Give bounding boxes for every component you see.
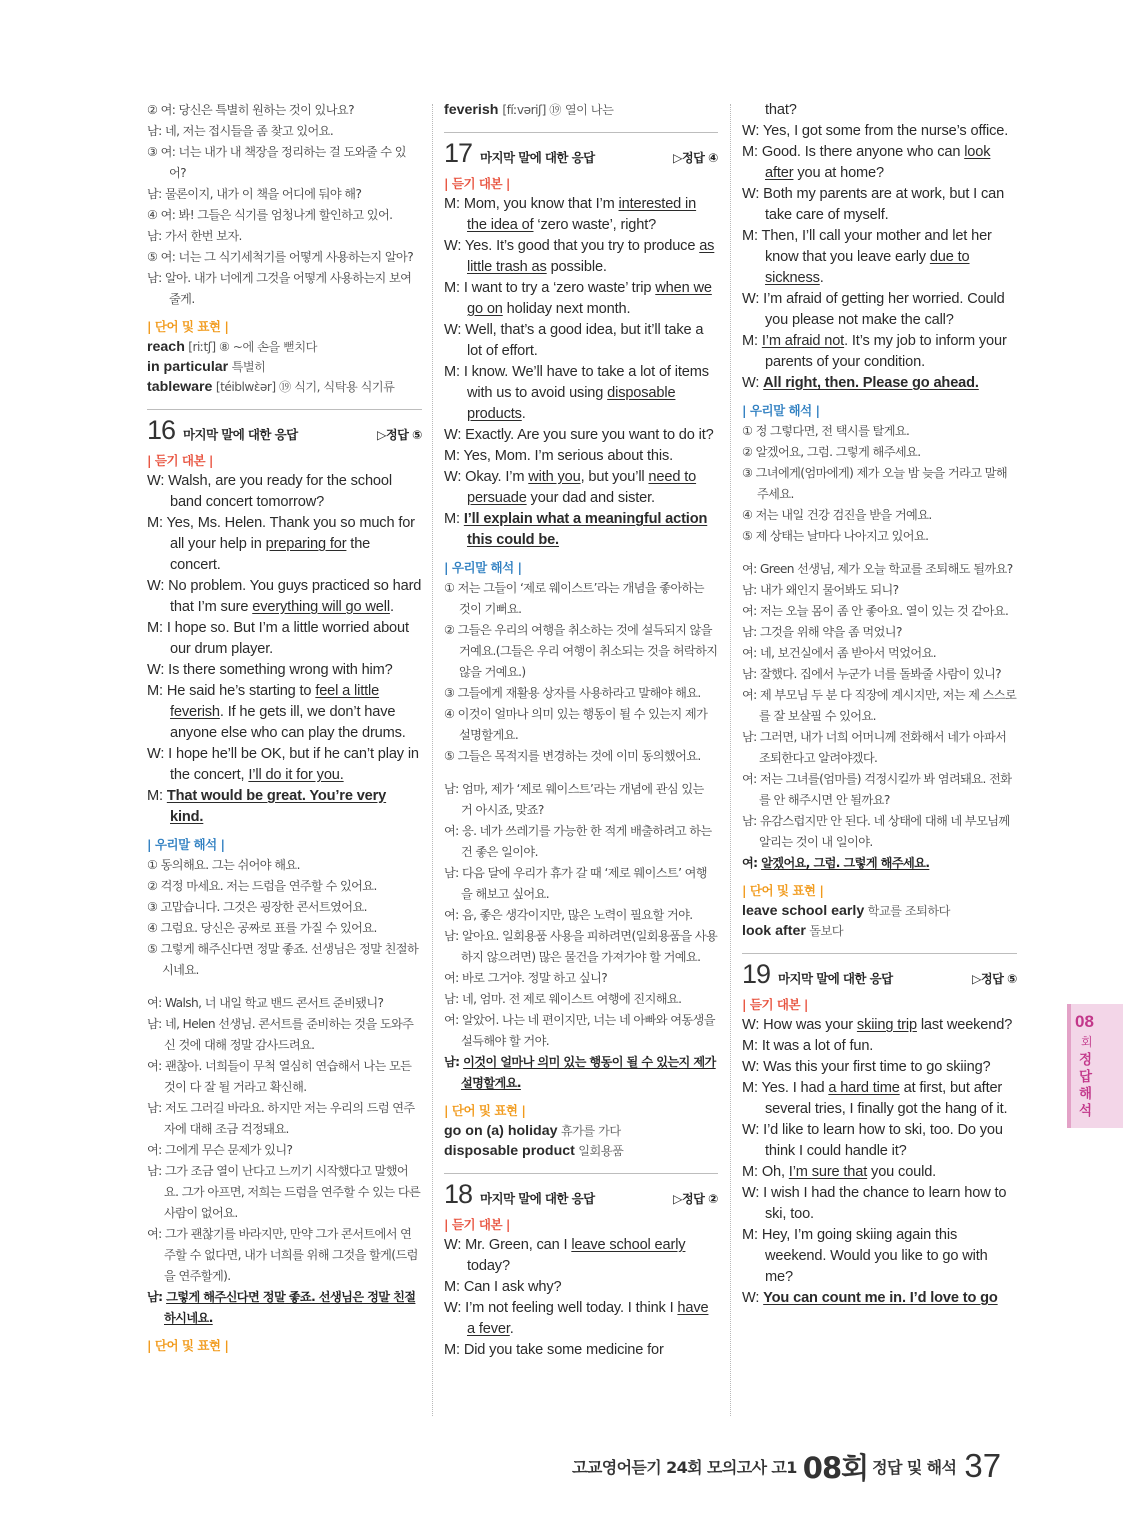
script-line: M: That would be great. You’re very kind. <box>147 788 387 825</box>
round-number: 08회 <box>802 1451 869 1485</box>
script-line: W: Is there something wrong with him? <box>147 662 393 678</box>
question-number: 17 <box>444 138 473 168</box>
dialogue-line: 남: 네, 엄마. 전 제로 웨이스트 여행에 진지해요. <box>444 992 682 1006</box>
dialogue-line: 남: 잘했다. 집에서 누군가 너를 돌봐줄 사람이 있니? <box>742 667 1002 681</box>
script-line: that? <box>765 102 797 118</box>
script-line: W: All right, then. Please go ahead. <box>742 375 979 391</box>
dialogue-line: 남: 그러면, 내가 너희 어머니께 전화해서 네가 아파서 조퇴한다고 알려야겠다. <box>742 730 1007 765</box>
script-line: W: Both my parents are at work, but I can take care of myself. <box>742 186 1005 223</box>
option-translation: ① 동의해요. 그는 쉬어야 해요. <box>147 858 300 872</box>
question-number: 19 <box>742 959 771 989</box>
script-line: M: Yes, Mom. I’m serious about this. <box>444 448 674 464</box>
dialogue-line: 남: 알아요. 일회용품 사용을 피하려면(일회용품을 사용하지 않으려면) 많은 물건을 가져가야 할 거예요. <box>444 929 718 964</box>
option-translation: ⑤ 그렇게 해주신다면 정말 좋죠. 선생님은 정말 친절하시네요. <box>147 942 419 977</box>
vocab-section-title: | 단어 및 표현 | <box>147 319 229 334</box>
dialogue-line: 남: 내가 왜인지 물어봐도 되니? <box>742 583 899 597</box>
dialogue-line: ② 여: 당신은 특별히 원하는 것이 있나요? <box>147 103 354 117</box>
section-side-tab <box>1067 1004 1123 1128</box>
dialogue-line: 여: 제 부모님 두 분 다 직장에 계시지만, 저는 제 스스로를 잘 보살필 수 있어요. <box>742 688 1017 723</box>
dialogue-line: 여: 저는 그녀를(엄마를) 걱정시킬까 봐 염려돼요. 전화를 안 해주시면 안 될까요? <box>742 772 1012 807</box>
script-line: W: Exactly. Are you sure you want to do it? <box>444 427 714 443</box>
column-right <box>742 100 1017 1309</box>
dialogue-line: 여: 저는 오늘 몸이 좀 안 좋아요. 열이 있는 것 같아요. <box>742 604 1009 618</box>
question-number: 16 <box>147 415 176 445</box>
dialogue-line: 여: 음, 좋은 생각이지만, 많은 노력이 필요할 거야. <box>444 908 693 922</box>
option-translation: ④ 저는 내일 건강 검진을 받을 거예요. <box>742 508 932 522</box>
q18-option-translations <box>742 421 1017 547</box>
script-line: W: Yes, I got some from the nurse’s office. <box>742 123 1009 139</box>
dialogue-line: ③ 여: 너는 내가 내 책장을 정리하는 걸 도와줄 수 있어? <box>147 145 406 180</box>
dialogue-line: 남: 알아. 내가 너에게 그것을 어떻게 사용하는지 보여줄게. <box>147 271 412 306</box>
script-line: M: I want to try a ‘zero waste’ trip when we go on holiday next month. <box>444 280 712 317</box>
script-line: M: Then, I’ll call your mother and let her know that you leave early due to sickness. <box>742 228 992 286</box>
vocab-list-15 <box>147 337 422 397</box>
vocab-item: in particular 특별히 <box>147 359 266 375</box>
vocab-item: look after 돌보다 <box>742 923 844 939</box>
vocab-list-18 <box>742 901 1017 941</box>
q17-script <box>444 194 718 551</box>
dialogue-line: 남: 엄마, 제가 ‘제로 웨이스트’라는 개념에 관심 있는 거 아시죠, 맞죠? <box>444 782 704 817</box>
script-line: W: No problem. You guys practiced so hard that I’m sure everything will go well. <box>147 578 422 615</box>
option-translation: ② 걱정 마세요. 저는 드럼을 연주할 수 있어요. <box>147 879 377 893</box>
dialogue-line: 여: Walsh, 너 내일 학교 밴드 콘서트 준비됐니? <box>147 996 384 1010</box>
question-type: 마지막 말에 대한 응답 <box>480 1191 595 1206</box>
script-line: M: Mom, you know that I’m interested in the idea of ‘zero waste’, right? <box>444 196 697 233</box>
q16-script <box>147 471 422 828</box>
script-line: M: I hope so. But I’m a little worried about our drum player. <box>147 620 409 657</box>
script-line: W: I hope he’ll be OK, but if he can’t play in the concert, I’ll do it for you. <box>147 746 419 783</box>
question-18-header <box>444 1173 718 1208</box>
script-line: W: Well, that’s a good idea, but it’ll take a lot of effort. <box>444 322 704 359</box>
question-17-header <box>444 132 718 167</box>
vocab-item: feverish [fíːvəriʃ] ⑲ 열이 나는 <box>444 102 614 118</box>
script-line: W: I wish I had the chance to learn how to ski, too. <box>742 1185 1007 1222</box>
script-section-title: | 듣기 대본 | <box>147 453 213 468</box>
script-line: M: Can I ask why? <box>444 1279 562 1295</box>
option-translation: ③ 그녀에게(엄마에게) 제가 오늘 밤 늦을 거라고 말해주세요. <box>742 466 1008 501</box>
script-line: M: Good. Is there anyone who can look after you at home? <box>742 144 991 181</box>
vocab-section-title: | 단어 및 표현 | <box>147 1338 229 1353</box>
option-translation: ④ 그럼요. 당신은 공짜로 표를 가질 수 있어요. <box>147 921 377 935</box>
dialogue-line: 여: 괜찮아. 너희들이 무척 열심히 연습해서 나는 모든 것이 다 잘 될 거라고 확신해. <box>147 1059 412 1094</box>
script-line: W: Okay. I’m with you, but you’ll need to persuade your dad and sister. <box>444 469 697 506</box>
dialogue-line: 여: 그가 괜찮기를 바라지만, 만약 그가 콘서트에서 연주할 수 없다면, 내가 너희를 위해 그것을 할게(드럼을 연주할게). <box>147 1227 418 1283</box>
footer-label: 정답 및 해석 <box>872 1458 957 1477</box>
vocab-section-title: | 단어 및 표현 | <box>742 883 824 898</box>
dialogue-line: 남: 물론이지, 내가 이 책을 어디에 둬야 해? <box>147 187 362 201</box>
dialogue-line: 남: 네, Helen 선생님. 콘서트를 준비하는 것을 도와주신 것에 대해 정말 감사드려요. <box>147 1017 414 1052</box>
option-translation: ③ 그들에게 재활용 상자를 사용하라고 말해야 해요. <box>444 686 701 700</box>
vocab-item: tableware [téiblwɛ̀ər] ⑲ 식기, 식탁용 식기류 <box>147 379 395 395</box>
script-line: W: Yes. It’s good that you try to produce as little trash as possible. <box>444 238 715 275</box>
script-line: W: How was your skiing trip last weekend? <box>742 1017 1013 1033</box>
side-tab-unit: 회 <box>1081 1035 1093 1049</box>
vocab-list-17 <box>444 1121 718 1161</box>
column-left <box>147 100 422 1356</box>
vocab-item: leave school early 학교를 조퇴하다 <box>742 903 950 919</box>
q16-option-translations <box>147 855 422 981</box>
question-type: 마지막 말에 대한 응답 <box>778 971 893 986</box>
dialogue-line: 여: 응. 네가 쓰레기를 가능한 한 적게 배출하려고 하는 건 좋은 일이야. <box>444 824 712 859</box>
script-line: M: Hey, I’m going skiing again this weekend. Would you like to go with me? <box>742 1227 988 1285</box>
script-section-title: | 듣기 대본 | <box>444 1217 510 1232</box>
answer-badge: ▷정답 ⑤ <box>972 972 1017 986</box>
translation-section-title: | 우리말 해석 | <box>147 837 225 852</box>
answer-badge: ▷정답 ⑤ <box>377 428 422 442</box>
dialogue-line: ⑤ 여: 너는 그 식기세척기를 어떻게 사용하는지 알아? <box>147 250 414 264</box>
option-translation: ① 저는 그들이 ‘제로 웨이스트’라는 개념을 좋아하는 것이 기뻐요. <box>444 581 704 616</box>
dialogue-line: 남: 저도 그러길 바라요. 하지만 저는 우리의 드럼 연주자에 대해 조금 걱정돼요. <box>147 1101 415 1136</box>
page-number: 37 <box>964 1447 1002 1484</box>
vocab-item: reach [riːtʃ] ⑧ ~에 손을 뻗치다 <box>147 339 317 355</box>
q15-options-translation <box>147 100 422 310</box>
translation-section-title: | 우리말 해석 | <box>742 403 820 418</box>
answer-badge: ▷정답 ② <box>673 1192 718 1206</box>
script-line: M: Did you take some medicine for <box>444 1342 664 1358</box>
dialogue-line: 여: 네, 보건실에서 좀 받아서 먹었어요. <box>742 646 937 660</box>
question-19-header <box>742 953 1017 988</box>
q18-korean-answer: 여: 알겠어요, 그럼. 그렇게 해주세요. <box>742 856 930 870</box>
script-line: W: I’m not feeling well today. I think I have a fever. <box>444 1300 709 1337</box>
question-type: 마지막 말에 대한 응답 <box>480 150 595 165</box>
dialogue-line: 남: 다음 달에 우리가 휴가 갈 때 ‘제로 웨이스트’ 여행을 해보고 싶어요. <box>444 866 707 901</box>
dialogue-line: 남: 가서 한번 보자. <box>147 229 242 243</box>
q17-option-translations <box>444 578 718 767</box>
q16-korean-answer: 남: 그렇게 해주신다면 정말 좋죠. 선생님은 정말 친절하시네요. <box>147 1290 416 1325</box>
script-line: W: I’m afraid of getting her worried. Could you please not make the call? <box>742 291 1005 328</box>
q18-script <box>444 1235 718 1361</box>
script-line: M: He said he’s starting to feel a little feverish. If he gets ill, we don’t have anyone else who can play the drums. <box>147 683 406 741</box>
side-tab-label: 정답해석 <box>1079 1052 1093 1119</box>
script-section-title: | 듣기 대본 | <box>444 176 510 191</box>
option-translation: ① 정 그렇다면, 전 택시를 탈게요. <box>742 424 910 438</box>
dialogue-line: 남: 그가 조금 열이 난다고 느끼기 시작했다고 말했어요. 그가 아프면, 저희는 드럼을 연주할 수 있는 다른 사람이 없어요. <box>147 1164 421 1220</box>
script-line: M: I’ll explain what a meaningful action this could be. <box>444 511 708 548</box>
script-line: W: Was this your first time to go skiing? <box>742 1059 991 1075</box>
script-line: W: I’d like to learn how to ski, too. Do you think I could handle it? <box>742 1122 1003 1159</box>
script-line: W: You can count me in. I’d love to go <box>742 1290 998 1306</box>
dialogue-line: 남: 네, 저는 접시들을 좀 찾고 있어요. <box>147 124 334 138</box>
q17-korean-answer: 남: 이것이 얼마나 의미 있는 행동이 될 수 있는지 제가 설명할게요. <box>444 1055 716 1090</box>
vocab-item: go on (a) holiday 휴가를 가다 <box>444 1123 621 1139</box>
script-section-title: | 듣기 대본 | <box>742 997 808 1012</box>
question-type: 마지막 말에 대한 응답 <box>183 427 298 442</box>
option-translation: ⑤ 그들은 목적지를 변경하는 것에 이미 동의했어요. <box>444 749 701 763</box>
script-line: M: Yes. I had a hard time at first, but after several tries, I finally got the hang of it. <box>742 1080 1008 1117</box>
script-line: M: I’m afraid not. It’s my job to inform your parents of your condition. <box>742 333 1007 370</box>
dialogue-line: 남: 유감스럽지만 안 된다. 네 상태에 대해 네 부모님께 알리는 것이 내 일이야. <box>742 814 1010 849</box>
q18-korean-dialogue <box>742 559 1017 853</box>
option-translation: ⑤ 제 상태는 날마다 나아지고 있어요. <box>742 529 929 543</box>
script-line: M: It was a lot of fun. <box>742 1038 874 1054</box>
question-16-header <box>147 409 422 444</box>
script-line: M: I know. We’ll have to take a lot of items with us to avoid using disposable products. <box>444 364 709 422</box>
q19-script <box>742 1015 1017 1309</box>
dialogue-line: 여: 그에게 무슨 문제가 있니? <box>147 1143 293 1157</box>
dialogue-line: 남: 그것을 위해 약을 좀 먹었니? <box>742 625 902 639</box>
page-footer <box>572 1440 1001 1484</box>
dialogue-line: ④ 여: 봐! 그들은 식기를 엄청나게 할인하고 있어. <box>147 208 393 222</box>
option-translation: ③ 고맙습니다. 그것은 굉장한 콘서트였어요. <box>147 900 367 914</box>
q16-korean-dialogue <box>147 993 422 1287</box>
question-number: 18 <box>444 1179 473 1209</box>
q17-korean-dialogue <box>444 779 718 1052</box>
option-translation: ② 알겠어요, 그럼. 그렇게 해주세요. <box>742 445 921 459</box>
translation-section-title: | 우리말 해석 | <box>444 560 522 575</box>
vocab-item: disposable product 일회용품 <box>444 1143 624 1159</box>
dialogue-line: 여: 바로 그거야. 정말 하고 싶니? <box>444 971 608 985</box>
script-line: M: Yes, Ms. Helen. Thank you so much for all your help in preparing for the concert. <box>147 515 415 573</box>
column-divider <box>730 104 731 1416</box>
dialogue-line: 여: Green 선생님, 제가 오늘 학교를 조퇴해도 될까요? <box>742 562 1013 576</box>
column-divider <box>432 104 433 1416</box>
answer-badge: ▷정답 ④ <box>673 151 718 165</box>
script-line: M: Oh, I’m sure that you could. <box>742 1164 937 1180</box>
side-tab-round: 08 <box>1075 1012 1094 1031</box>
vocab-section-title: | 단어 및 표현 | <box>444 1103 526 1118</box>
book-series-title: 고교영어듣기 24회 모의고사 고1 <box>572 1458 797 1477</box>
option-translation: ② 그들은 우리의 여행을 취소하는 것에 설득되지 않을 거예요.(그들은 우리 여행이 취소되는 것을 허락하지 않을 거예요.) <box>444 623 718 679</box>
script-line: W: Mr. Green, can I leave school early today? <box>444 1237 686 1274</box>
script-line: W: Walsh, are you ready for the school band concert tomorrow? <box>147 473 392 510</box>
option-translation: ④ 이것이 얼마나 의미 있는 행동이 될 수 있는지 제가 설명할게요. <box>444 707 708 742</box>
column-middle <box>444 100 718 1361</box>
dialogue-line: 여: 알았어. 나는 네 편이지만, 너는 네 아빠와 여동생을 설득해야 할 거야. <box>444 1013 715 1048</box>
q18-script-continued <box>742 100 1017 394</box>
